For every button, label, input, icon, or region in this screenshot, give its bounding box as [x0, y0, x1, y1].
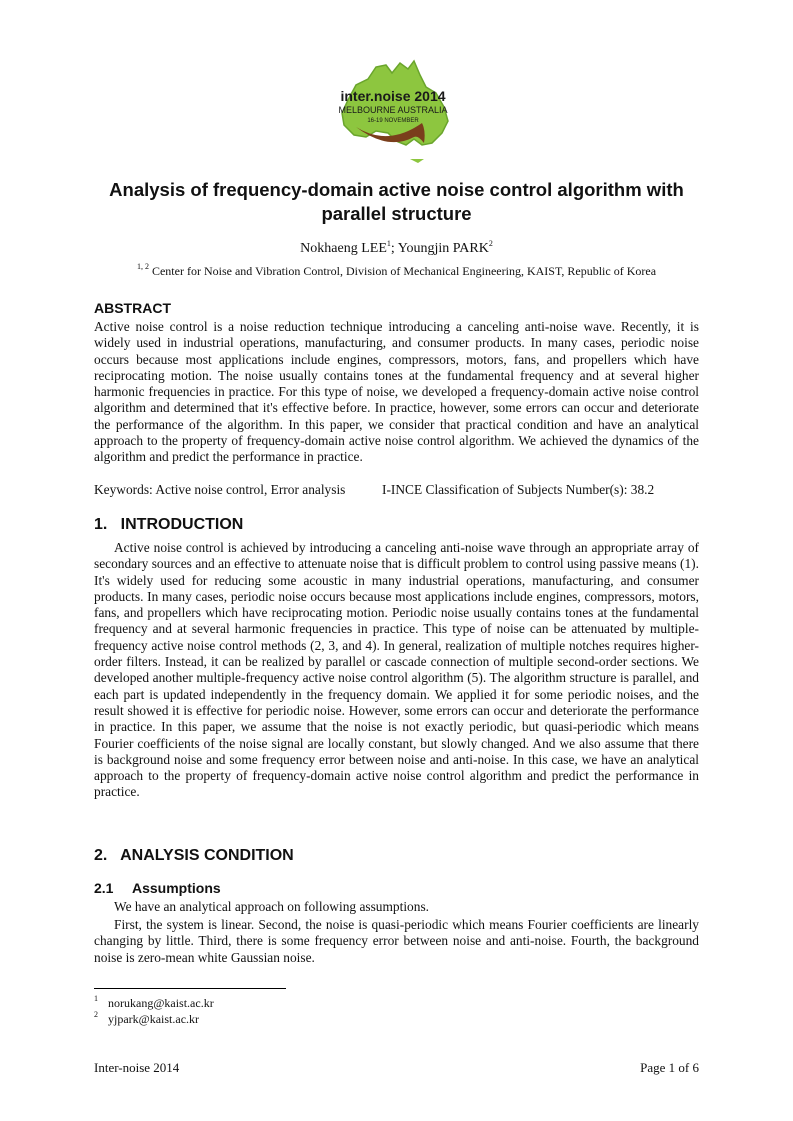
footnote-email: yjpark@kaist.ac.kr [108, 1012, 200, 1026]
keywords: Keywords: Active noise control, Error analysis [94, 482, 346, 497]
section-text: We have an analytical approach on following assumptions. [114, 899, 429, 914]
author-name: Nokhaeng LEE [300, 241, 387, 256]
author-list [80, 241, 713, 257]
subsection-number: 2.1 [94, 880, 114, 896]
logo-line3: 16-19 NOVEMBER [367, 118, 419, 124]
author-sup: 2 [488, 239, 493, 248]
paper-title: Analysis of frequency-domain active noise control algorithm with parallel structure [109, 179, 684, 224]
affiliation [80, 264, 713, 279]
section-text: Active noise control is achieved by introducing a canceling anti-noise wave through an appropriate array of secondary sources and an effective to attenuate noise that is difficult problem to control using passive means (1). It's widely used for reducing some acoustic in many industrial operations, manufacturing, and consumer products. In many cases, periodic noise occurs because most applications include engines, compressors, motors, fans, and propellers which have reciprocating motion. Periodic noise usually contains tones at the fundamental frequency and at several harmonic frequencies in practice. This type of noise can be attenuated by multiple-frequency active noise control methods (2, 3, and 4). In general, realization of multiple notches requires higher-order filters. Instead, it can be realized by parallel or cascade connection of multiple second-order sections. We developed another multiple-frequency active noise control algorithm (5). The algorithm structure is parallel, and each part is updated independently in the frequency domain. We applied it for some periodic noises, and the result showed it is effective for periodic noise. However, some errors can occur and deteriorate the performance in practice. In this paper, we assume that the noise is not exactly periodic, but quasi-periodic which means Fourier coefficients of the noise signal are locally constant, but slowly changed. And we also assume that there is background noise and some frequency error between noise and anti-noise. In this case, we have an analytical approach to the property of frequency-domain active noise control algorithm and predict the performance in practice. [94, 540, 699, 800]
footnote-email: norukang@kaist.ac.kr [108, 996, 214, 1010]
footnote-number: 2 [94, 1010, 98, 1019]
classification: I-INCE Classification of Subjects Number(s): 38.2 [382, 482, 655, 497]
footnote [94, 996, 214, 1011]
footnote-number: 1 [94, 994, 98, 1003]
author-separator: ; [390, 241, 398, 256]
abstract-heading: ABSTRACT [94, 300, 171, 316]
section-text: First, the system is linear. Second, the noise is quasi-periodic which means Fourier coefficients are linearly changing by little. Third, there is some frequency error between noise and anti-noise. Fourth, the background noise is zero-mean white Gaussian noise. [94, 917, 699, 965]
footnote [94, 1012, 199, 1027]
section-heading: 1. INTRODUCTION [94, 516, 244, 533]
abstract-text: Active noise control is a noise reduction technique introducing a canceling anti-noise wave. Recently, it is widely used in industrial operations, manufacturing, and consumer products. In many cases, periodic noise occurs because most applications include engines, compressors, motors, fans, and propellers which have reciprocating motion. The noise usually contains tones at the fundamental frequency and at several higher harmonic frequencies in practice. For this type of noise, we developed a frequency-domain active noise control algorithm and determined that it's effective before. In practice, however, some errors can occur and deteriorate the performance of the algorithm. In this paper, we consider that practical condition and have an analytical approach to the property of frequency-domain active noise control algorithm. We achieved the dynamics of the algorithm and predict the performance in practice. [94, 319, 699, 465]
author-sup: 1 [386, 239, 391, 248]
footer-page-number: Page 1 of 6 [640, 1060, 699, 1075]
affiliation-text: Center for Noise and Vibration Control, Division of Mechanical Engineering, KAIST, Republic of Korea [148, 264, 657, 278]
section-heading: 2. ANALYSIS CONDITION [94, 847, 294, 864]
affiliation-sup: 1, 2 [136, 262, 149, 271]
author-name: Youngjin PARK [397, 241, 489, 256]
subsection-title: Assumptions [132, 880, 221, 896]
footer-conference: Inter-noise 2014 [94, 1060, 180, 1075]
logo-line1: inter.noise 2014 [340, 88, 446, 104]
logo-line2: MELBOURNE AUSTRALIA [338, 105, 448, 115]
subsection-heading [94, 880, 221, 896]
australia-map-icon [318, 55, 468, 175]
conference-logo [318, 55, 468, 175]
footnote-divider [94, 988, 286, 989]
